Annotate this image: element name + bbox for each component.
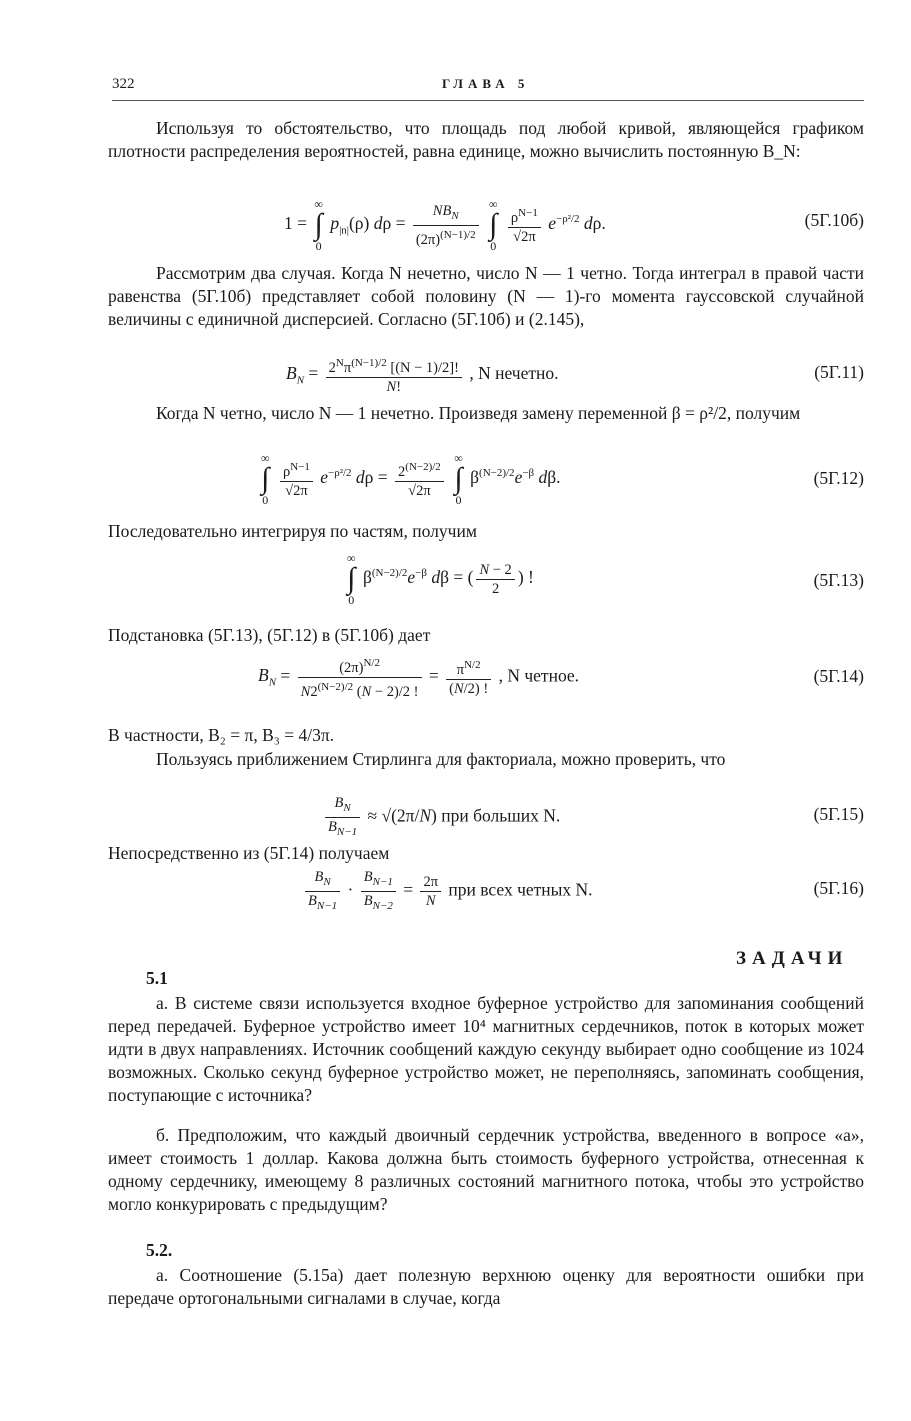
section-title: ЗАДАЧИ xyxy=(736,948,849,969)
equation-number: (5Г.13) xyxy=(813,570,864,590)
chapter-title: ГЛАВА 5 xyxy=(442,76,530,91)
equation-5g16 xyxy=(108,868,864,912)
task-5-1-b: б. Предположим, что каждый двоичный сердечник устройства, введенного в вопросе «а», имеет стоимость 1 доллар. Какова должна быть стоимость буферного устройства, отнесенная к одному сердечнику, имеющему 8 различных состояний магнитного потока, чтобы это устройство могло конкурировать с предыдущим? xyxy=(108,1125,864,1214)
equation-condition: N четное. xyxy=(507,665,580,686)
equation-condition: при всех четных N. xyxy=(448,879,593,900)
paragraph-stirling: Пользуясь приближением Стирлинга для факториала, можно проверить, что xyxy=(156,749,726,769)
task-5-2-a: а. Соотношение (5.15а) дает полезную верхнюю оценку для вероятности ошибки при передаче ортогональными сигналами в случае, когда xyxy=(108,1265,864,1308)
paragraph-substitution-result: Подстановка (5Г.13), (5Г.12) в (5Г.10б) дает xyxy=(108,625,431,645)
paragraph-direct: Непосредственно из (5Г.14) получаем xyxy=(108,843,390,863)
equation-number: (5Г.14) xyxy=(813,666,864,686)
paragraph-integration: Последовательно интегрируя по частям, получим xyxy=(108,521,477,541)
task-number: 5.2. xyxy=(146,1240,173,1260)
equation-5g12 xyxy=(108,448,864,514)
page-header xyxy=(112,76,864,98)
equation-5g14 xyxy=(108,650,864,716)
equation-body: ∞ ∫ 0 $\beta^{(N-2)/2}e^{-\beta}$ dβ = ( $\frac{N - 2}{2}$ ) ! xyxy=(347,551,534,607)
paragraph-intro: Используя то обстоятельство, что площадь под любой кривой, являющейся графиком плотности распределения вероятностей, равна единице, можно вычислить постоянную B_N: xyxy=(108,118,864,161)
paragraph-substitution: Когда N четно, число N — 1 нечетно. Произведя замену переменной β = ρ²/2, получим xyxy=(156,403,801,423)
equation-body: $\frac{B_N}{B_{N-1}}$ ≈ √(2π/N) при больших N. xyxy=(322,794,560,841)
equation-number: (5Г.12) xyxy=(813,468,864,488)
task-number: 5.1 xyxy=(146,968,168,988)
page-number: 322 xyxy=(112,76,135,92)
equation-number: (5Г.10б) xyxy=(804,210,864,230)
equation-condition: N нечетно. xyxy=(478,362,559,383)
equation-body: ∞ ∫ 0 $\frac{\rho^{N-1}}{√2\pi}$ $e^{-\rho^2/2}$ dρ = $\frac{2^{(N-2)/2}}{√2\pi}$ ∞ ∫ 0 $\beta^{(N-2)/2}e^{-\beta}$ dβ. xyxy=(261,451,561,507)
task-5-1-a: а. В системе связи используется входное буферное устройство для запоминания сообщений перед передачей. Буферное устройство имеет 10⁴ магнитных сердечников, поток в которых может идти в двух направлениях. Источник сообщений каждую секунду выбирает одно сообщение из 1024 возможных. Сколько секунд буферное устройство может, не переполняясь, запоминать сообщения, поступающие с источника? xyxy=(108,993,864,1105)
equation-5g15 xyxy=(108,794,864,836)
equation-number: (5Г.11) xyxy=(814,362,864,382)
paragraph-particular: В частности, B₂ = π, B₃ = 4/3π. xyxy=(108,725,335,745)
equation-body: 1 = ∞ ∫ 0 $p_{|n|}(\rho) d\rho$ = $\frac{NB_N}{(2\pi)^{(N-1)/2}}$ ∞ ∫ 0 $\frac{\rho^{N-1}}{√2\pi}$ $e^{-\rho^2/2}$ dρ. xyxy=(284,197,606,253)
equation-body: $\frac{B_N}{B_{N-1}}$ · $\frac{B_{N-1}}{B_{N-2}}$ = $\frac{2\pi}{N}$ при всех четных N. xyxy=(302,868,593,915)
equation-body: $B_N$ = $\frac{(2\pi)^{N/2}}{N2^{(N-2)/2} (N - 2)/2 !}$ = $\frac{\pi^{N/2}}{(N/2) !}$ , N четное. xyxy=(258,654,579,701)
equation-condition: при больших N. xyxy=(441,805,561,826)
equation-5g11 xyxy=(108,352,864,396)
equation-number: (5Г.16) xyxy=(813,878,864,898)
equation-number: (5Г.15) xyxy=(813,804,864,824)
header-rule xyxy=(112,100,864,101)
paragraph-two-cases: Рассмотрим два случая. Когда N нечетно, число N — 1 четно. Тогда интеграл в правой части равенства (5Г.10б) представляет собой половину (N — 1)-го момента гауссовской случайной величины с единичной дисперсией. Согласно (5Г.10б) и (2.145), xyxy=(108,263,864,329)
equation-body: $B_N$ = $\frac{2^N\pi^{(N-1)/2} [(N - 1)/2]!}{N!}$ , N нечетно. xyxy=(286,354,558,396)
equation-5g10b xyxy=(108,192,864,252)
equation-5g13 xyxy=(108,548,864,616)
